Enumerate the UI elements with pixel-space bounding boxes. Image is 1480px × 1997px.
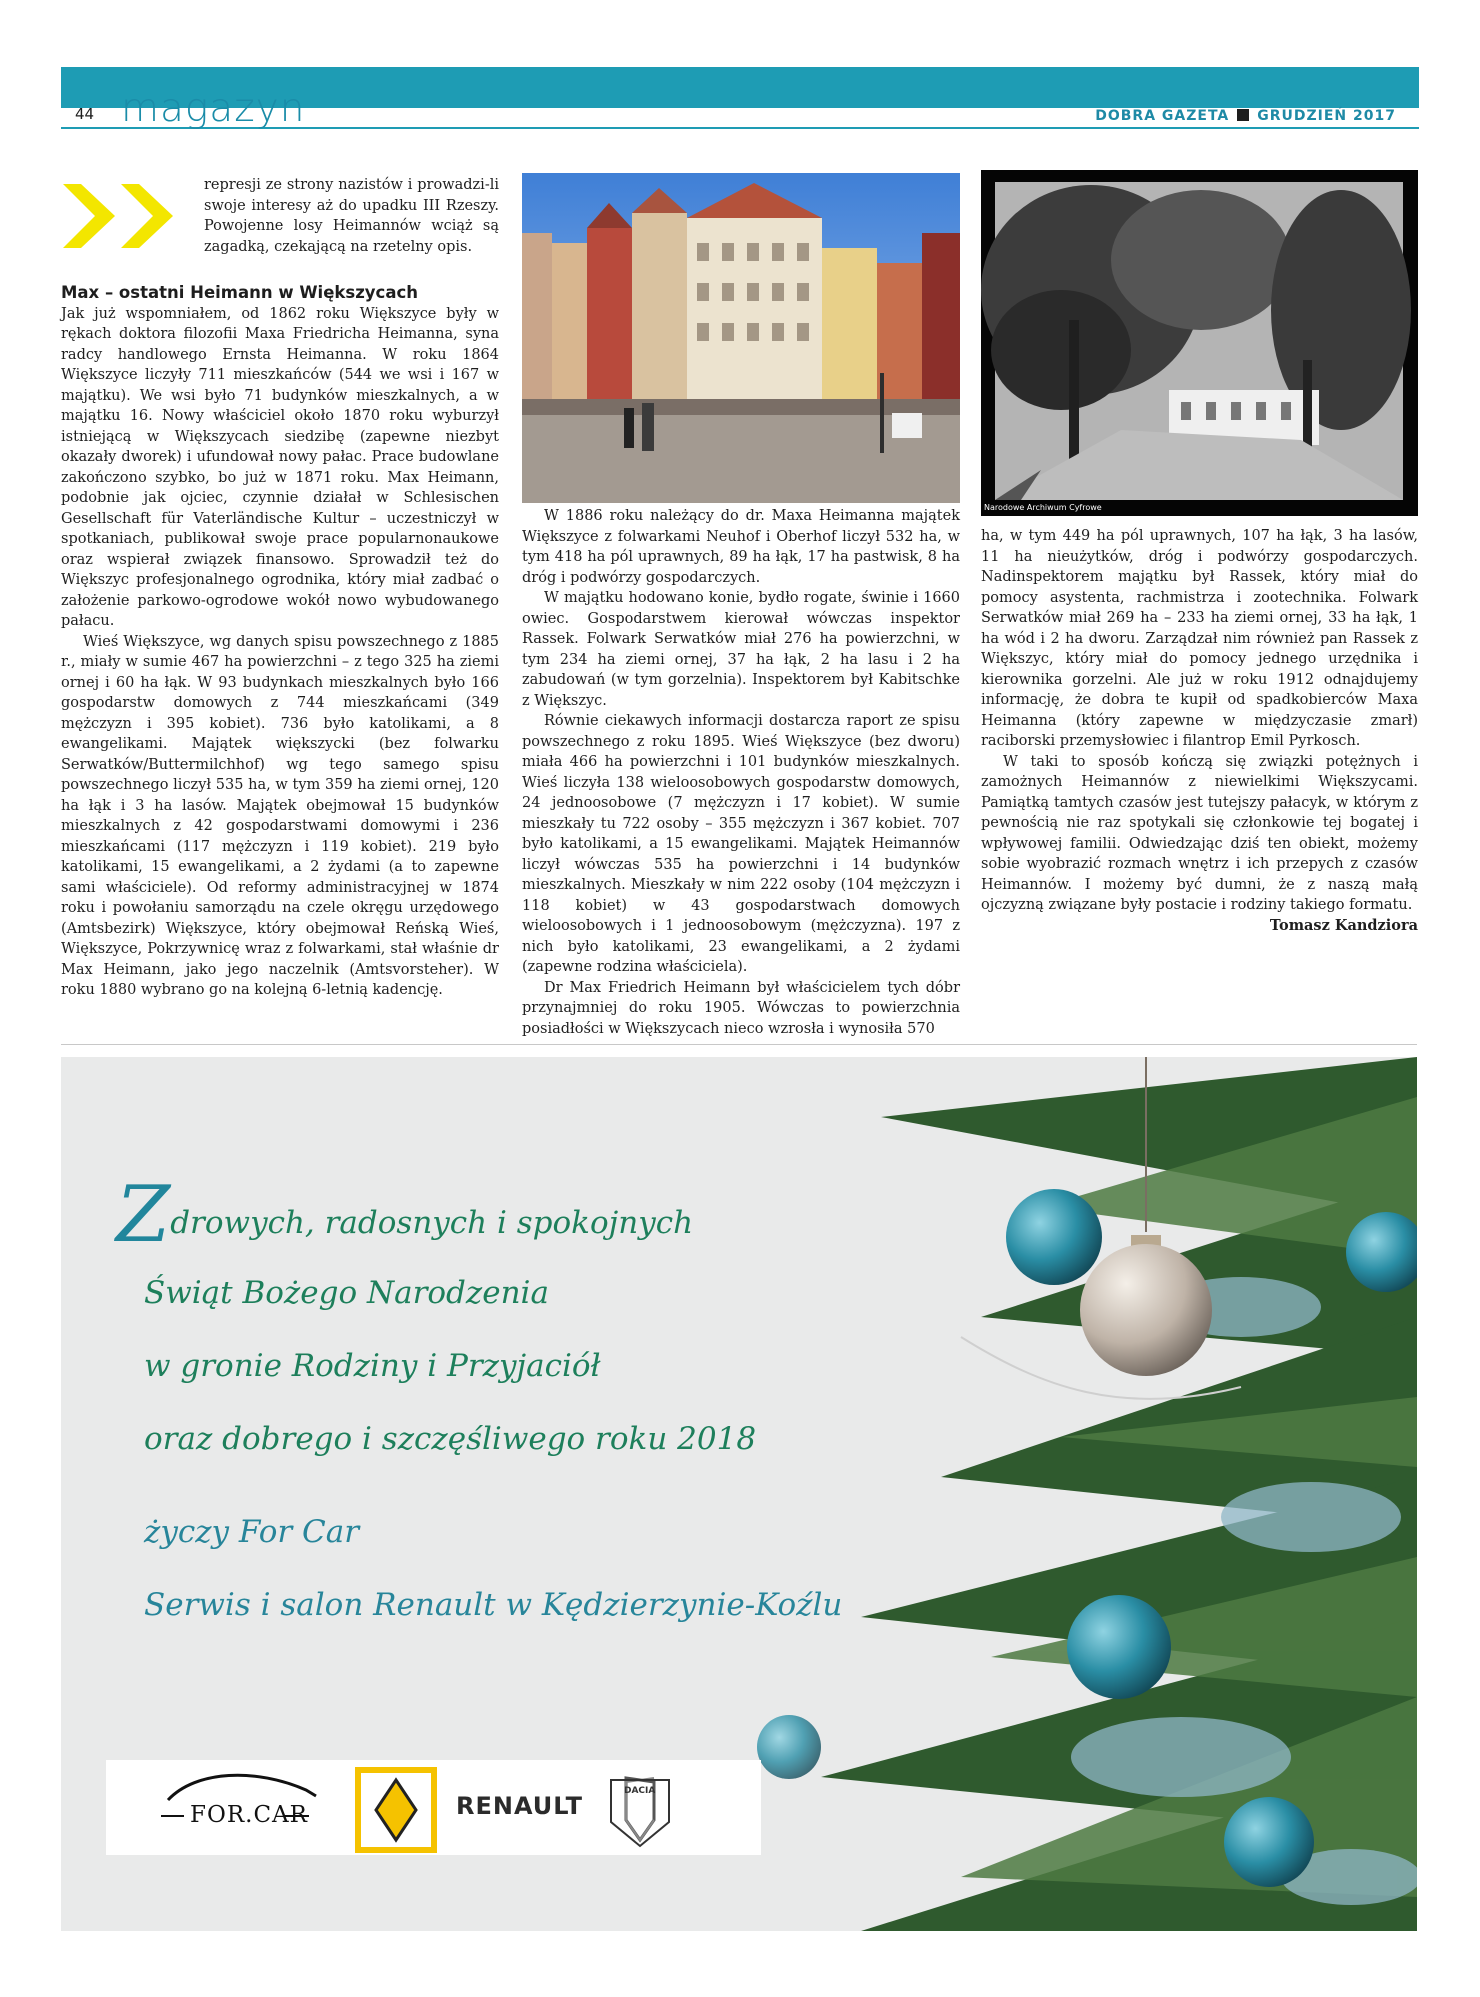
wish-text: drowych, radosnych i spokojnych	[170, 1205, 694, 1241]
column-2	[522, 506, 960, 1039]
publication-info	[1095, 108, 1396, 124]
paragraph: ha, w tym 449 ha pól uprawnych, 107 ha łąk, 3 ha lasów, 11 ha nieużytków, dróg i podwórzy gospodarczych. Nadinspektorem majątku był Rassek, który miał do pomocy asystenta, rachmistrza i zootechnika. Folwark Serwatków miał 269 ha – 233 ha ziemi ornej, 33 ha łąk, 1 ha wód i 2 ha dworu. Zarządzał nim również pan Rassek z Większyc, który miał do pomocy jednego urzędnika i kierownika gorzelni. Ale już w roku 1912 odnajdujemy informację, że dobra te kupił od spadkobierców Maxa Heimanna (który zapewne w międzyczasie zmarł) raciborski przemysłowiec i filantrop Emil Pyrkosch.	[981, 528, 1418, 749]
paragraph: Wieś Większyce, wg danych spisu powszechnego z 1885 r., miały w sumie 467 ha powierzchni – z tego 325 ha ziemi ornej i 60 ha łąk. W 93 budynkach mieszkalnych było 166 gospodarstw domowych z 744 mieszkańcami (349 mężczyzn i 395 kobiet). 736 było katolikami, a 8 ewangelikami. Majątek większycki (bez folwarku Serwatków/Buttermilchhof) wg tego samego spisu powszechnego liczył 535 ha, w tym 359 ha ziemi ornej, 120 ha łąk i 3 ha lasów. Majątek obejmował 15 budynków mieszkalnych z 42 gospodarstwami domowymi i 236 mieszkańcami (117 mężczyzn i 119 kobiet). 219 było katolikami, 15 ewangelikami, a 2 żydami (a to zapewne sami właściciele). Od reformy administracyjnej w 1874 roku i powołaniu samorządu na czele okręgu urzędowego (Amtsbezirk) Większyce, który obejmował Reńską Wieś, Większyce, Pokrzywnicę wraz z folwarkami, stał właśnie dr Max Heimann, jako jego naczelnik (Amtsvorsteher). W roku 1880 wybrano go na kolejną 6-letnią kadencję.	[61, 633, 499, 998]
paragraph: Równie ciekawych informacji dostarcza raport ze spisu powszechnego z roku 1895. Wieś Większyce (bez dworu) miała 466 ha powierzchni i 101 budynków mieszkalnych. Wieś liczyła 138 wieloosobowych gospodarstw domowych, 24 jednoosobowe (7 mężczyzn i 17 kobiet). W sumie mieszkały tu 722 osoby – 355 mężczyzn i 367 kobiet. 707 było katolikami, a 15 ewangelikami. Majątek Heimannów liczył wówczas 535 ha powierzchni i 14 budynków mieszkalnych. Mieszkały w nim 222 osoby (104 mężczyzn i 118 kobiet) w 43 gospodarstwach domowych wieloosobowych i 1 jednoosobowym (mężczyzna). 197 z nich było katolikami, 23 ewangelikami, a 2 żydami (zapewne rodzina właściciela).	[522, 713, 960, 975]
paragraph: Jak już wspomniałem, od 1862 roku Większyce były w rękach doktora filozofii Maxa Friedricha Heimanna, syna radcy handlowego Ernsta Heimanna. W roku 1864 Większyce liczyły 711 mieszkańców (544 we wsi i 167 w majątku). We wsi było 71 budynków mieszkalnych, a w majątku 16. Nowy właściciel około 1870 roku wyburzył istniejącą w Większycach siedzibę (zapewne niezbyt okazały dworek) i ufundował nowy pałac. Prace budowlane zakończono szybko, bo już w 1871 roku. Max Heimann, podobnie jak ojciec, czynnie działał w Schlesischen Gesellschaft für Vaterländische Kultur – uczestniczył w spotkaniach, publikował swoje prace popularnonaukowe oraz wspierał związek finansowo. Sprowadził też do Większyc profesjonalnego ogrodnika, który miał zadbać o założenie parkowo-ogrodowe wokół nowo wybudowanego pałacu.	[61, 305, 499, 629]
wish-line-2: Świąt Bożego Narodzenia	[144, 1275, 549, 1311]
section-title: magazyn	[121, 86, 306, 131]
photo-credit: Narodowe Archiwum Cyfrowe	[984, 503, 1102, 512]
column-1	[61, 283, 499, 1001]
square-separator-icon	[1237, 109, 1249, 121]
paragraph: W majątku hodowano konie, bydło rogate, świnie i 1660 owiec. Gospodarstwem kierował wówczas inspektor Rassek. Folwark Serwatków miał 276 ha powierzchni, w tym 234 ha ziemi ornej, 37 ha łąk, 2 ha lasu i 2 ha zabudowań (w tym gorzelnia). Inspektorem był Kabitschke z Większyc.	[522, 590, 960, 709]
double-chevron-icon	[63, 180, 193, 252]
author: Tomasz Kandziora	[1269, 916, 1418, 934]
forcar-logo-text: FOR.CAR	[190, 1802, 308, 1828]
paragraph: W 1886 roku należący do dr. Maxa Heimanna majątek Większyce z folwarkami Neuhof i Oberhof liczył 532 ha, w tym 418 ha pól uprawnych, 89 ha łąk, 17 ha pastwisk, 8 ha dróg i podwórzy gospodarczych.	[522, 508, 960, 586]
wish-line-1	[116, 1170, 694, 1260]
publication-name: DOBRA GAZETA	[1095, 108, 1230, 124]
paragraph: W taki to sposób kończą się związki potężnych i zamożnych Heimannów z niewielkimi Większycami. Pamiątką tamtych czasów jest tutejszy pałacyk, w którym z pewnością nie raz spotykali się członkowie tej bogatej i wpływowej familii. Odwiedzając dziś ten obiekt, możemy sobie wyobrazić rozmach wnętrz i ich przepych z czasów Heimannów. I możemy być dumni, że z naszą małą ojczyzną związane były postacie i rodziny takiego formatu.	[981, 753, 1418, 913]
intro-paragraph: represji ze strony nazistów i prowadzi-li swoje interesy aż do upadku III Rzeszy. Powojenne losy Heimannów wciąż są zagadką, czekającą na rzetelny opis.	[204, 177, 499, 255]
column-1-intro	[204, 175, 499, 257]
dacia-logo-text: DACIA	[624, 1786, 656, 1796]
wish-line-3: w gronie Rodziny i Przyjaciół	[144, 1348, 601, 1384]
paragraph: Dr Max Friedrich Heimann był właścicielem tych dóbr przynajmniej do roku 1905. Wówczas to powierzchnia posiadłości w Większycach nieco wzrosła i wynosiła 570	[522, 979, 960, 1037]
logo-strip	[106, 1760, 761, 1855]
subheading: Max – ostatni Heimann w Większycach	[61, 283, 418, 302]
dealer-name: Serwis i salon Renault w Kędzierzynie-Koźlu	[144, 1587, 843, 1623]
decorative-initial: Z	[116, 1170, 171, 1260]
renault-logo-text: RENAULT	[456, 1792, 583, 1820]
christmas-ad	[61, 1057, 1417, 1931]
section-divider	[61, 1044, 1417, 1045]
town-square-photo	[522, 173, 960, 503]
wish-signature: życzy For Car	[144, 1514, 360, 1550]
page-number: 44	[75, 105, 95, 123]
archive-photo	[981, 170, 1418, 516]
wish-line-4: oraz dobrego i szczęśliwego roku 2018	[144, 1421, 757, 1457]
column-3	[981, 526, 1418, 936]
issue-date: GRUDZIEŃ 2017	[1257, 108, 1396, 124]
